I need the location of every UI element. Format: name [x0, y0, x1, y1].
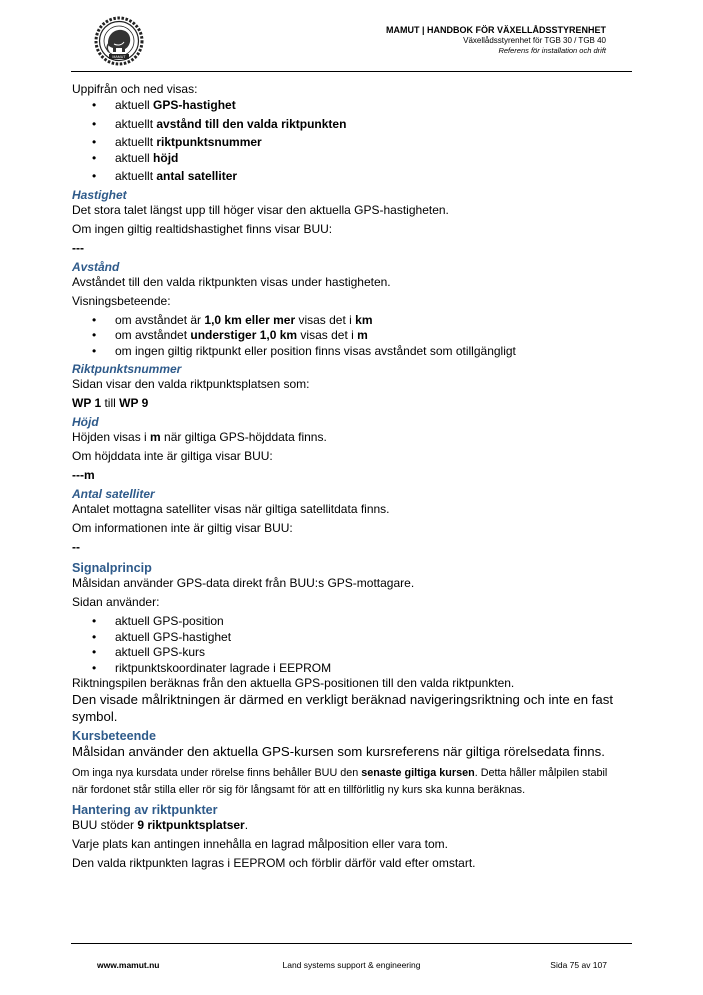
paragraph: Visningsbeteende: [72, 293, 171, 308]
paragraph: Avståndet till den valda riktpunkten visas under hastigheten. [72, 274, 391, 289]
invalid-speed-value: --- [72, 240, 84, 255]
distance-list [72, 313, 617, 360]
paragraph: Riktningspilen beräknas från den aktuella GPS-positionen till den valda riktpunkten. [72, 676, 515, 690]
document-title: MAMUT | HANDBOK FÖR VÄXELLÅDSSTYRENHET [385, 25, 606, 35]
paragraph: Om ingen giltig realtidshastighet finns visar BUU: [72, 221, 333, 236]
paragraph: Sidan visar den valda riktpunktsplatsen som: [72, 377, 310, 391]
logo-text: MAMUT [112, 55, 126, 59]
page-header [386, 25, 606, 56]
document-subtitle: Växellådsstyrenhet för TGB 30 / TGB 40 [463, 36, 606, 45]
paragraph: Målsidan använder den aktuella GPS-kursen som kursreferens när giltiga rörelsedata finns. [72, 744, 605, 759]
list-item: • aktuell GPS-hastighet [72, 630, 617, 646]
list-item: • om ingen giltig riktpunkt eller position finns visas avståndet som otillgängligt [72, 344, 617, 360]
paragraph: Målsidan använder GPS-data direkt från BUU:s GPS-mottagare. [72, 576, 415, 590]
list-item: • aktuell höjd [72, 151, 617, 167]
footer-page-number: Sida 75 av 107 [550, 960, 607, 970]
heading-satelliter: Antal satelliter [72, 487, 155, 501]
display-list [72, 98, 617, 185]
heading-hojd: Höjd [72, 415, 99, 429]
list-item: • riktpunktskoordinater lagrade i EEPROM [72, 661, 617, 677]
intro-text: Uppifrån och ned visas: [72, 82, 198, 96]
paragraph: Sidan använder: [72, 595, 160, 609]
paragraph: Det stora talet längst upp till höger visar den aktuella GPS-hastigheten. [72, 202, 449, 217]
invalid-altitude-value: ---m [72, 468, 95, 482]
list-item: • aktuellt riktpunktsnummer [72, 135, 617, 151]
paragraph: Den visade målriktningen är därmed en verkligt beräknad navigeringsriktning och inte en fast symbol. [72, 692, 613, 724]
heading-hantering: Hantering av riktpunkter [72, 802, 218, 817]
signal-list [72, 614, 617, 676]
invalid-satellite-value: -- [72, 540, 80, 554]
paragraph: Den valda riktpunkten lagras i EEPROM och förblir därför vald efter omstart. [72, 855, 476, 870]
header-divider [71, 71, 632, 72]
footer-company: Land systems support & engineering [282, 960, 421, 970]
heading-signalprincip: Signalprincip [72, 561, 152, 575]
page-body [72, 82, 617, 875]
list-item: • aktuellt avstånd till den valda riktpunkten [72, 117, 617, 133]
paragraph: Antalet mottagna satelliter visas när giltiga satellitdata finns. [72, 502, 390, 516]
list-item: • aktuell GPS-position [72, 614, 617, 630]
list-item: • om avståndet understiger 1,0 km visas det i m [72, 328, 617, 344]
list-item: • om avståndet är 1,0 km eller mer visas det i km [72, 313, 617, 329]
paragraph: Höjden visas i m när giltiga GPS-höjddata finns. [72, 430, 327, 444]
heading-avstand: Avstånd [72, 259, 120, 274]
footer-divider [71, 943, 632, 944]
paragraph: Om höjddata inte är giltiga visar BUU: [72, 449, 273, 463]
paragraph: Varje plats kan antingen innehålla en lagrad målposition eller vara tom. [72, 836, 449, 851]
document-subtitle-2: Referens för installation och drift [498, 46, 606, 55]
heading-kursbeteende: Kursbeteende [72, 729, 156, 743]
list-item: • aktuell GPS-kurs [72, 645, 617, 661]
paragraph: Om informationen inte är giltig visar BUU: [72, 521, 293, 535]
heading-riktpunktsnummer: Riktpunktsnummer [72, 362, 182, 376]
paragraph: BUU stöder 9 riktpunktsplatser. [72, 817, 249, 832]
list-item: • aktuell GPS-hastighet [72, 98, 617, 114]
footer-website[interactable]: www.mamut.nu [97, 960, 160, 970]
list-item: • aktuellt antal satelliter [72, 169, 617, 185]
paragraph: Om inga nya kursdata under rörelse finns behåller BUU den senaste giltiga kursen. Detta håller målpilen stabil när fordonet står stilla eller rör sig för långsamt för att en tillförlitlig ny kurs ska kunna beräknas. [72, 766, 608, 796]
waypoint-range: WP 1 till WP 9 [72, 396, 149, 410]
heading-hastighet: Hastighet [72, 187, 127, 202]
mamut-logo [94, 16, 144, 66]
